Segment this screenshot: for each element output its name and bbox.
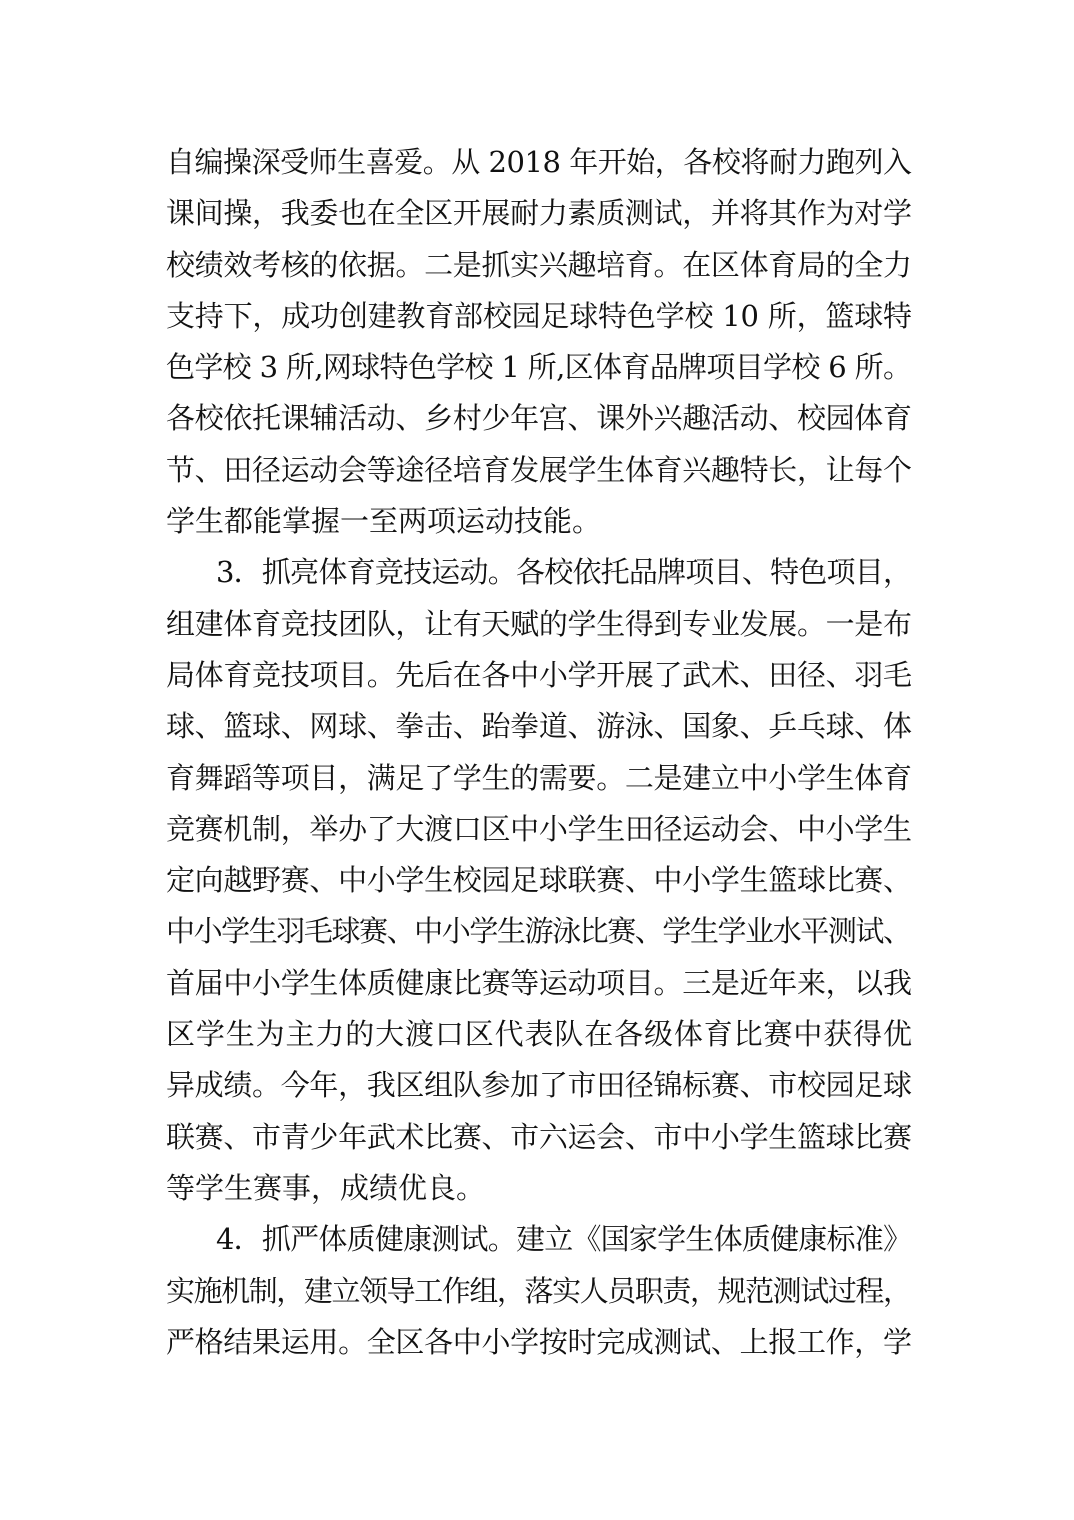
text-line: 色学校 3 所,网球特色学校 1 所,区体育品牌项目学校 6 所。 (166, 350, 912, 385)
text-line: 课间操，我委也在全区开展耐力素质测试，并将其作为对学 (166, 196, 912, 231)
text-line: 自编操深受师生喜爱。从 2018 年开始，各校将耐力跑列入 (166, 145, 912, 179)
text-line: 联赛、市青少年武术比赛、市六运会、市中小学生篮球比赛 (166, 1119, 912, 1154)
text-line: 育舞蹈等项目，满足了学生的需要。二是建立中小学生体育 (166, 760, 912, 795)
text-line: 定向越野赛、中小学生校园足球联赛、中小学生篮球比赛、 (166, 863, 912, 898)
text-line: 局体育竞技项目。先后在各中小学开展了武术、田径、羽毛 (166, 657, 912, 692)
text-line: 支持下，成功创建教育部校园足球特色学校 10 所，篮球特 (166, 298, 912, 333)
text-line: 节、田径运动会等途径培育发展学生体育兴趣特长，让每个 (166, 452, 912, 487)
text-line: 等学生赛事，成绩优良。 (166, 1170, 486, 1205)
text-line: 4．抓严体质健康测试。建立《国家学生体质健康标准》 (216, 1222, 912, 1257)
text-line: 竞赛机制，举办了大渡口区中小学生田径运动会、中小学生 (166, 811, 912, 846)
text-line: 区学生为主力的大渡口区代表队在各级体育比赛中获得优 (166, 1017, 913, 1052)
text-line: 校绩效考核的依据。二是抓实兴趣培育。在区体育局的全力 (166, 247, 912, 282)
body-text (166, 137, 912, 1368)
text-line: 实施机制，建立领导工作组，落实人员职责，规范测试过程， (166, 1273, 911, 1308)
text-line: 各校依托课辅活动、乡村少年宫、课外兴趣活动、校园体育 (166, 401, 912, 436)
text-line: 球、篮球、网球、拳击、跆拳道、游泳、国象、乒乓球、体 (166, 709, 912, 744)
text-line: 严格结果运用。全区各中小学按时完成测试、上报工作，学 (166, 1324, 912, 1359)
text-line: 组建体育竞技团队，让有天赋的学生得到专业发展。一是布 (166, 606, 912, 641)
text-line: 学生都能掌握一至两项运动技能。 (166, 504, 602, 539)
text-line: 3．抓亮体育竞技运动。各校依托品牌项目、特色项目， (216, 555, 912, 590)
text-line: 中小学生羽毛球赛、中小学生游泳比赛、学生学业水平测试、 (166, 914, 911, 949)
text-line: 首届中小学生体质健康比赛等运动项目。三是近年来，以我 (166, 965, 912, 1000)
text-line: 异成绩。今年，我区组队参加了市田径锦标赛、市校园足球 (166, 1068, 912, 1103)
